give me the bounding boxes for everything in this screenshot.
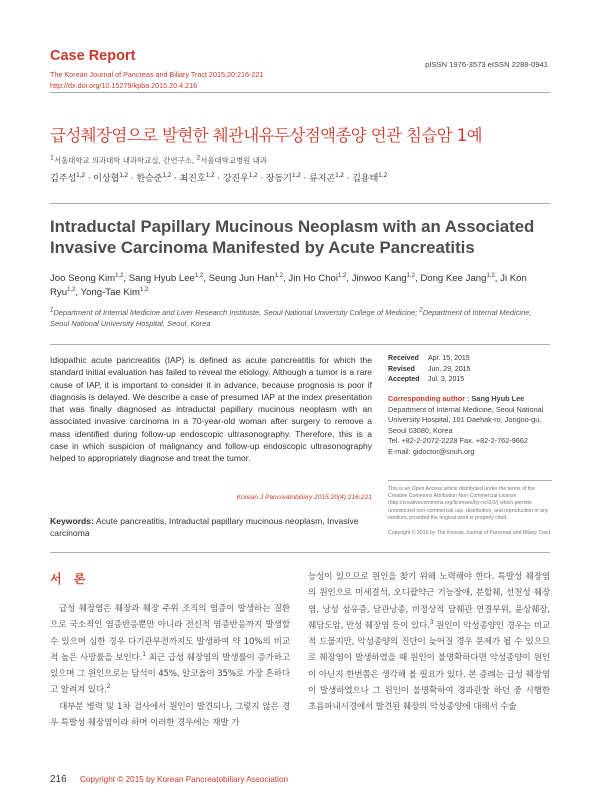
footer-copyright: Copyright © 2015 by Korean Pancreatobiliary Association — [80, 775, 289, 784]
corresponding-author — [388, 394, 552, 457]
author-affiliation-mark: 1,2 — [274, 272, 284, 279]
accepted-label: Accepted — [388, 376, 420, 383]
corresponding-email[interactable]: E-mail: gidoctor@snuh.org — [388, 446, 475, 456]
author-affiliation-mark: 1,2 — [378, 171, 388, 179]
author-affiliation-mark: 1,2 — [205, 171, 215, 179]
body-divider — [50, 552, 550, 553]
author-name: 강진우 — [222, 173, 249, 184]
english-affiliation: $^1$Department of Internal Medicine and Liver Research Instituste, Seoul National University College of Medicine; $^2$Department of Internal Medicine, Seoul National University Hospital, Seoul, Korea — [50, 307, 532, 328]
abstract-divider — [50, 344, 550, 345]
license-notice: This is an Open Access article distributed under the terms of the Creative Commons Attribution Non-Commercial License (http://creativecommons.org/licenses/by-nc/3.0/) which permits unrestricted non-commercial use, distribution, and reproduction in any medium, provided the original work is properly cited. — [388, 486, 549, 521]
body-column-left — [50, 601, 290, 731]
doi-link[interactable]: http://dx.doi.org/10.15279/kpba.2015.20.4.216 — [50, 81, 198, 90]
page-number: 216 — [50, 774, 67, 785]
author-name: Joo Seong Kim — [50, 273, 116, 284]
revised-date: Jun. 29, 2015 — [428, 365, 471, 373]
korean-affiliation: $^1$서울대학교 의과대학 내과학교실, 간연구소, $^2$서울대학교병원 내과 — [50, 154, 267, 165]
author-affiliation-mark: 1,2 — [291, 171, 301, 179]
body-column-right — [308, 569, 550, 716]
author-affiliation-mark: 1,2 — [139, 286, 149, 293]
abstract-citation: Korean J Pancreatobiliary 2015;20(4):216-221 — [236, 494, 372, 501]
author-name: 류지곤 — [308, 173, 335, 184]
author-name: 최진호 — [179, 173, 206, 184]
author-name: Jinwoo Kang — [351, 273, 407, 284]
author-name: 한승준 — [136, 173, 163, 184]
author-name: 김용태 — [352, 173, 379, 184]
author-name: Sang Hyub Lee — [128, 273, 195, 284]
paragraph: 능성이 있으므로 원인을 찾기 위해 노력해야 한다. 특발성 췌장염의 원인으로 미세결석, 오디괄약근 기능장애, 분할췌, 선천성 췌장염, 낭성 섬유증, 담관낭종, 비정상적 담췌관 연결부위, 윤상췌장, 췌담도암, 만성 췌장염 등이 있다.$^3$ 원인이 악성종양인 경우는 비교적 드물지만, 악성종양의 진단이 늦어질 경우 문제가 될 수 있으므로 췌장염이 발생하였을 때 원인이 불명확하다면 악성종양이 원인이 아닌지 한번쯤은 생각해 볼 필요가 있다. 본 증례는 급성 췌장염이 발생하였으나 그 원인이 불명확하여 경과관찰 하던 중 시행한 초음파내시경에서 발견된 췌장의 악성종양에 대해서 수술 — [308, 572, 550, 713]
paragraph: 대부분 병력 및 1차 검사에서 원인이 발견되나, 그렇지 않은 경우 특발성 췌장염이라 하며 이러한 경우에는 재발 가 — [50, 701, 290, 729]
article-history — [388, 354, 470, 386]
author-name: 장동기 — [265, 173, 292, 184]
article-type-label: Case Report — [50, 48, 136, 64]
paragraph: 급성 췌장염은 췌장과 췌장 주위 조직의 염증이 발생하는 질환으로 국소적인 염증반응뿐만 아니라 전신적 염증반응까지 발생할 수 있으며 심한 경우 다기관부전까지도 발생하여 약 10%의 비교적 높은 사망률을 보인다.$^1$ 최근 급성 췌장염의 발생률이 증가하고 있으며 그 원인으로는 담석이 45%, 알코올이 35%로 가장 흔하다고 알려져 있다.$^2$ — [50, 604, 291, 696]
author-affiliation-mark: 1,2 — [67, 286, 76, 293]
author-affiliation-mark: 1,2 — [486, 272, 495, 279]
korean-author-list: 김주성$^{1,2}$ · 이상협$^{1,2}$ · 한승준$^{1,2}$ · 최진호$^{1,2}$ · 강진우$^{1,2}$ · 장동기$^{1,2}$ · 류지곤$^{1,2}$ · 김용태$^{1,2}$ — [50, 171, 388, 184]
corresponding-address: Department of Internal Medicine, Seoul National University Hospital, 101 Daehak-ro, Jongno-gu, Seoul 03080, Korea — [388, 404, 544, 435]
author-affiliation-mark: 1,2 — [194, 272, 204, 279]
english-author-list: Joo Seong Kim$^{1,2}$, Sang Hyub Lee$^{1,2}$, Seung Jun Han$^{1,2}$, Jin Ho Choi$^{1,2}$, Jinwoo Kang$^{1,2}$, Dong Kee Jang$^{1,2}$, Ji Kon Ryu$^{1,2}$, Yong-Tae Kim$^{1,2}$ — [50, 272, 527, 298]
author-affiliation-mark: 1,2 — [248, 171, 258, 179]
author-affiliation-mark: 1,2 — [115, 272, 124, 279]
author-affiliation-mark: 1,2 — [334, 171, 344, 179]
accepted-date: Jul. 3, 2015 — [428, 376, 465, 383]
revised-label: Revised — [388, 365, 415, 373]
keywords — [50, 515, 372, 539]
author-name: 김주성 — [50, 173, 77, 184]
abstract-text: Idiopathic acute pancreatitis (IAP) is defined as acute pancreatitis for which the standard initial evaluation has failed to reveal the etiology. Although a tumor is a rare cause of IAP, it is important to consider it in advance, because prognosis is poor if diagnosis is delayed. We describe a case of presumed IAP at the index presentation that was finally diagnosed as intraductal papillary mucinous neoplasm with an associated invasive carcinoma in a 70-year-old woman after surgery to remove a mass identified during follow-up endoscopic ultrasonography. Therefore, this is a case in which suspicion of malignancy and follow-up endoscopic ultrasonography helped to appropriately diagnose and treat the tumor. — [50, 355, 372, 464]
corresponding-heading: Corresponding author : — [388, 394, 472, 403]
author-name: Yong-Tae Kim — [80, 287, 140, 298]
author-affiliation-mark: 1,2 — [76, 171, 85, 179]
author-affiliation-mark: 1,2 — [119, 171, 129, 179]
header-divider — [50, 92, 550, 93]
journal-copyright: Copyright © 2015 by The Korean Journal of Pancreas and Biliary Tract — [388, 530, 551, 536]
introduction-heading: 서 론 — [50, 572, 90, 586]
keywords-label: Keywords: — [50, 516, 94, 526]
author-name: Dong Kee Jang — [420, 273, 487, 284]
sidebar-divider — [388, 480, 552, 481]
author-affiliation-mark: 1,2 — [338, 272, 347, 279]
author-affiliation-mark: 1,2 — [406, 272, 415, 279]
english-title: Intraductal Papillary Mucinous Neoplasm with an Associated Invasive Carcinoma Manifested by Acute Pancreatitis — [50, 217, 535, 257]
title-divider — [50, 203, 550, 204]
author-name: Ji Kon Ryu — [50, 273, 527, 298]
corresponding-phone: Tel. +82-2-2072-2228 Fax. +82-2-762-9662 — [388, 436, 528, 445]
corresponding-name: Sang Hyub Lee — [471, 394, 525, 403]
issn-label: pISSN 1976-3573 eISSN 2288-0941 — [425, 60, 548, 69]
received-date: Apr. 15, 2015 — [428, 355, 470, 362]
author-name: 이상협 — [93, 173, 120, 184]
author-name: Jin Ho Choi — [288, 273, 338, 284]
keywords-list: Acute pancreatitis, Intraductal papillary mucinous neoplasm, Invasive carcinoma — [50, 516, 359, 538]
author-affiliation-mark: 1,2 — [162, 171, 172, 179]
korean-title: 급성췌장염으로 발현한 췌관내유두상점액종양 연관 침습암 1예 — [50, 126, 482, 145]
received-label: Received — [388, 355, 419, 362]
journal-citation: The Korean Journal of Pancreas and Biliary Tract 2015;20:216-221 — [50, 70, 264, 79]
author-name: Seung Jun Han — [208, 273, 275, 284]
